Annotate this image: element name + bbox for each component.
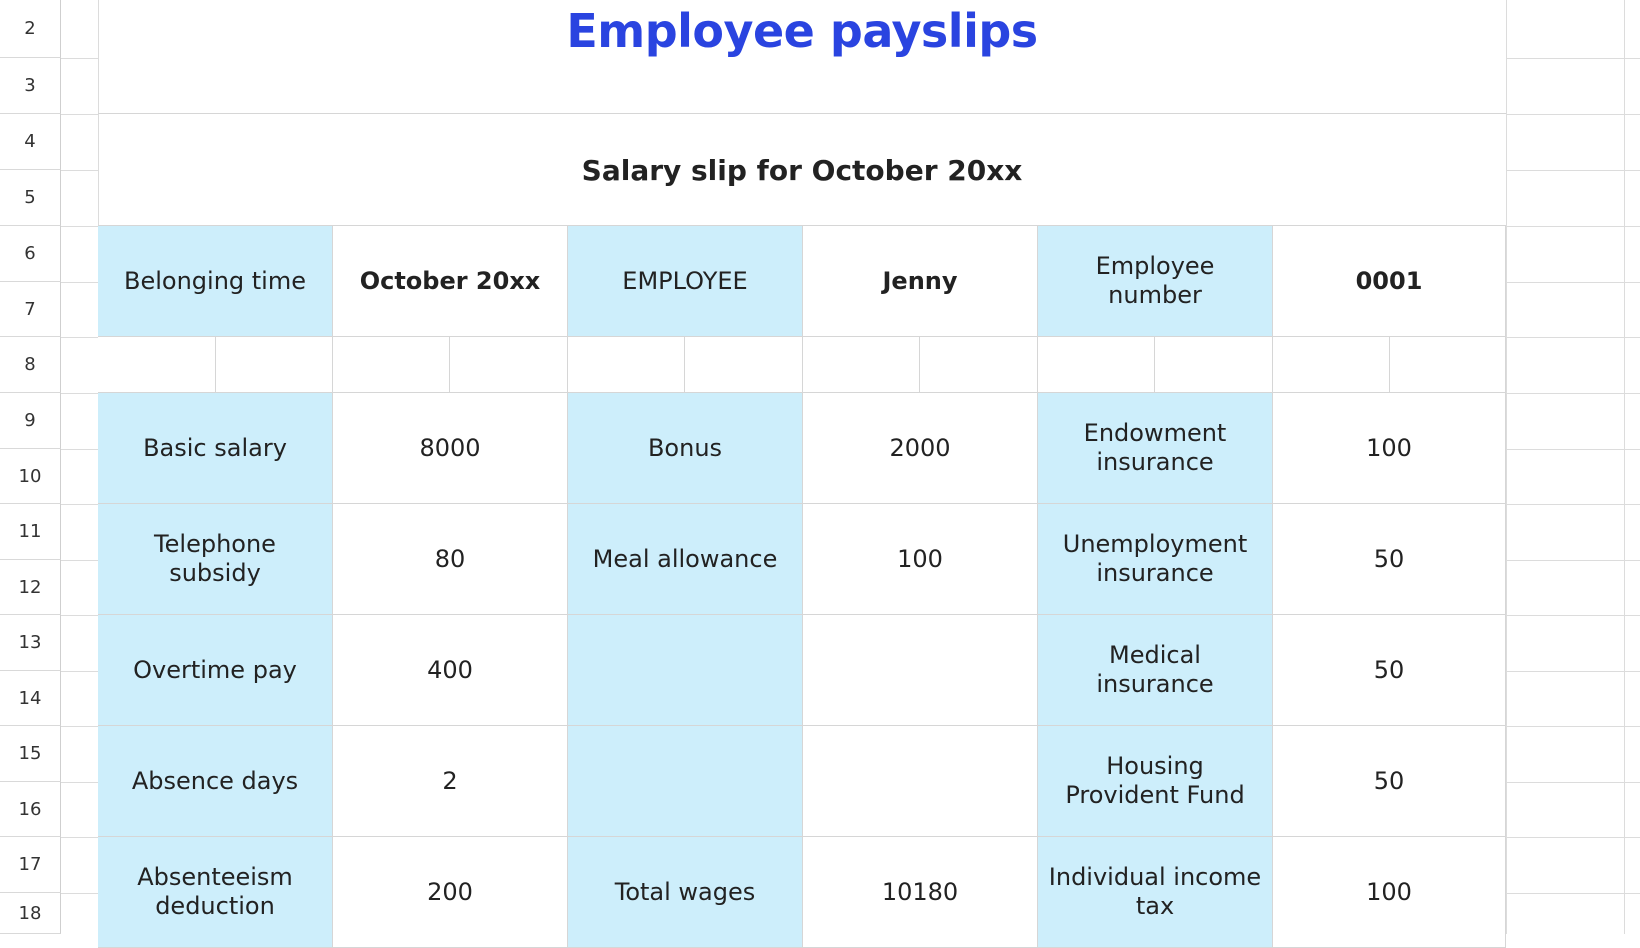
- grid-line: [61, 726, 98, 727]
- absenteeism-deduction-value[interactable]: 200: [333, 837, 568, 948]
- medical-insurance-value[interactable]: 50: [1273, 615, 1506, 726]
- empty-cell[interactable]: [568, 337, 685, 393]
- grid-line: [61, 226, 98, 227]
- belonging-time-label[interactable]: Belonging time: [98, 226, 333, 337]
- individual-income-tax-value[interactable]: 100: [1273, 837, 1506, 948]
- grid-line: [1506, 782, 1640, 783]
- row-header[interactable]: 13: [0, 615, 61, 671]
- grid-line: [61, 337, 98, 338]
- row-header[interactable]: 8: [0, 337, 61, 393]
- row-header[interactable]: 14: [0, 671, 61, 726]
- grid-line: [1506, 504, 1640, 505]
- grid-line: [61, 170, 98, 171]
- row-header[interactable]: 15: [0, 726, 61, 782]
- meal-allowance-label[interactable]: Meal allowance: [568, 504, 803, 615]
- absence-days-value[interactable]: 2: [333, 726, 568, 837]
- row-header[interactable]: 16: [0, 782, 61, 837]
- empty-label-cell[interactable]: [568, 726, 803, 837]
- absenteeism-deduction-label[interactable]: Absenteeism deduction: [98, 837, 333, 948]
- grid-line: [1506, 726, 1640, 727]
- grid-line: [61, 671, 98, 672]
- row-header[interactable]: 3: [0, 58, 61, 114]
- empty-cell[interactable]: [1390, 337, 1506, 393]
- unemployment-insurance-label[interactable]: Unemployment insurance: [1038, 504, 1273, 615]
- grid-line: [61, 58, 98, 59]
- empty-value-cell[interactable]: [803, 615, 1038, 726]
- row-header[interactable]: 5: [0, 170, 61, 226]
- grid-line: [1506, 449, 1640, 450]
- row-header[interactable]: 12: [0, 560, 61, 615]
- grid-line: [1506, 837, 1640, 838]
- row-header[interactable]: 11: [0, 504, 61, 560]
- grid-line: [1506, 114, 1640, 115]
- grid-line: [1506, 337, 1640, 338]
- empty-cell[interactable]: [685, 337, 803, 393]
- row-header[interactable]: 4: [0, 114, 61, 170]
- grid-line: [61, 282, 98, 283]
- grid-line: [1506, 226, 1640, 227]
- employee-label[interactable]: EMPLOYEE: [568, 226, 803, 337]
- employee-number-value[interactable]: 0001: [1273, 226, 1506, 337]
- grid-line: [1506, 170, 1640, 171]
- grid-line: [1506, 671, 1640, 672]
- empty-cell[interactable]: [803, 337, 920, 393]
- row-header[interactable]: 10: [0, 449, 61, 504]
- row-header[interactable]: 17: [0, 837, 61, 893]
- empty-cell[interactable]: [450, 337, 568, 393]
- bonus-value[interactable]: 2000: [803, 393, 1038, 504]
- employee-value[interactable]: Jenny: [803, 226, 1038, 337]
- grid-line: [1506, 58, 1640, 59]
- grid-line: [61, 504, 98, 505]
- grid-line: [1506, 893, 1640, 894]
- telephone-subsidy-value[interactable]: 80: [333, 504, 568, 615]
- grid-line: [1506, 615, 1640, 616]
- grid-line: [61, 114, 98, 115]
- grid-line: [61, 393, 98, 394]
- empty-cell[interactable]: [920, 337, 1038, 393]
- empty-value-cell[interactable]: [803, 726, 1038, 837]
- telephone-subsidy-label[interactable]: Telephone subsidy: [98, 504, 333, 615]
- grid-line: [1506, 560, 1640, 561]
- total-wages-value[interactable]: 10180: [803, 837, 1038, 948]
- overtime-pay-value[interactable]: 400: [333, 615, 568, 726]
- housing-provident-fund-label[interactable]: Housing Provident Fund: [1038, 726, 1273, 837]
- empty-cell[interactable]: [1155, 337, 1273, 393]
- grid-line: [1624, 0, 1625, 934]
- meal-allowance-value[interactable]: 100: [803, 504, 1038, 615]
- basic-salary-value[interactable]: 8000: [333, 393, 568, 504]
- empty-label-cell[interactable]: [568, 615, 803, 726]
- total-wages-label[interactable]: Total wages: [568, 837, 803, 948]
- employee-number-label[interactable]: Employee number: [1038, 226, 1273, 337]
- grid-line: [1506, 393, 1640, 394]
- empty-cell[interactable]: [1273, 337, 1390, 393]
- page-title[interactable]: Employee payslips: [566, 4, 1038, 58]
- row-header[interactable]: 7: [0, 282, 61, 337]
- grid-line: [61, 837, 98, 838]
- empty-cell[interactable]: [333, 337, 450, 393]
- grid-line: [1506, 282, 1640, 283]
- row-header[interactable]: 9: [0, 393, 61, 449]
- row-header[interactable]: 6: [0, 226, 61, 282]
- empty-cell[interactable]: [216, 337, 333, 393]
- empty-cell[interactable]: [98, 337, 216, 393]
- endowment-insurance-label[interactable]: Endowment insurance: [1038, 393, 1273, 504]
- absence-days-label[interactable]: Absence days: [98, 726, 333, 837]
- grid-line: [61, 449, 98, 450]
- individual-income-tax-label[interactable]: Individual income tax: [1038, 837, 1273, 948]
- slip-subtitle[interactable]: Salary slip for October 20xx: [581, 153, 1023, 187]
- empty-cell[interactable]: [1038, 337, 1155, 393]
- belonging-time-value[interactable]: October 20xx: [333, 226, 568, 337]
- overtime-pay-label[interactable]: Overtime pay: [98, 615, 333, 726]
- housing-provident-fund-value[interactable]: 50: [1273, 726, 1506, 837]
- grid-line: [61, 893, 98, 894]
- grid-line: [61, 615, 98, 616]
- unemployment-insurance-value[interactable]: 50: [1273, 504, 1506, 615]
- medical-insurance-label[interactable]: Medical insurance: [1038, 615, 1273, 726]
- row-header[interactable]: 2: [0, 0, 61, 58]
- grid-line: [61, 782, 98, 783]
- basic-salary-label[interactable]: Basic salary: [98, 393, 333, 504]
- bonus-label[interactable]: Bonus: [568, 393, 803, 504]
- endowment-insurance-value[interactable]: 100: [1273, 393, 1506, 504]
- row-header[interactable]: 18: [0, 893, 61, 934]
- grid-line: [1506, 0, 1507, 934]
- grid-line: [61, 560, 98, 561]
